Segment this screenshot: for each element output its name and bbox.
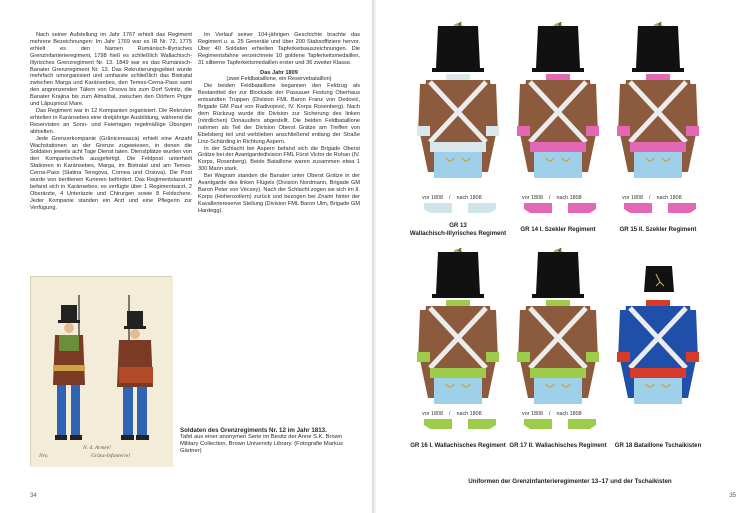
swatch-label-after: nach 1808 (456, 411, 482, 417)
swatch-before-1808 (424, 203, 452, 213)
uniform-label: GR 16 I. Wallachisches Regiment (410, 442, 506, 449)
swatch-label-separator: / (648, 195, 651, 201)
swatch-labels (622, 195, 682, 201)
paragraph: Die beiden Feldbataillone begannen den Feldzug als Bestandteil der zur Blockade der Passauer Festung Oberhaus entsandten Truppen (Division FML Baron Franz von Dedović, Brigade GM Paul von Radivojević, IV. Korps Rosenberg). Nach dem Rückzug wurde die Division zur Sicherung des linken (nördlichen) Donauufers abgestellt. Die beiden Feldbataillone nahmen als Teil der Division Oberst Grätze am Treffen von Ebelsberg teil und verblieben anschließend entlang der Straße Linz-Schärding in Richtung Aspern. (198, 83, 360, 145)
swatch-before-1808 (524, 203, 552, 213)
uniform-figure (616, 22, 700, 192)
swatch-label-after: nach 1808 (556, 411, 582, 417)
uniform-label: GR 14 I. Szekler Regiment (520, 226, 596, 233)
uniform-figure (416, 22, 500, 192)
swatch-label-separator: / (548, 195, 551, 201)
section-title: Das Jahr 1809 (260, 69, 298, 76)
right-page (376, 0, 750, 513)
swatch-label-separator: / (448, 411, 451, 417)
swatch-label-before: vor 1808 (522, 195, 543, 201)
facing-color-swatches (524, 419, 596, 429)
swatch-after-1808 (568, 419, 596, 429)
paragraph: Jede Grenzerkompanie (Grânicereasca) erhielt eine Anzahl Wachstationen an der Grenze zugewiesen, in denen die Soldaten jeweils acht Tage Dienst taten. Dienstplätze wurden von den Kompaniechefs ausgefertigt. Die Feldpost unterhielt Stationen in Karánsebes, Marga, im Bistratal und am Temes-Cerna-Pass (Slatina Teregova, Cornea und Orsova). Die Post wurde von berittenen Kurieren befördert. Das Regimentslazarett befand sich in Karánsebes; es verfügte über 1 Regimentsarzt, 2 Oberärzte, 4 Unterärzte und Chirurgen sowie 8 Feldschere. Jeder Kompanie standen ein Arzt und eine Pflegerin zur Verfügung. (30, 135, 192, 211)
left-page (0, 0, 374, 513)
facing-color-swatches (624, 203, 696, 213)
plate-inscription-3: Nro. (39, 453, 49, 459)
uniform-label: GR 13 (449, 222, 467, 229)
swatch-before-1808 (524, 419, 552, 429)
uniform-figure (616, 248, 700, 418)
swatch-before-1808 (624, 203, 652, 213)
swatch-label-before: vor 1808 (622, 195, 643, 201)
paragraph: Das Regiment war in 12 Kompanien organisiert. Die Rekruten erhielten in Karánsebes eine dreijährige Ausbildung, während die Reservisten an Sonn- und Feiertagen regelmäßige Übungen abhielten. (30, 107, 192, 135)
text-column-2 (198, 32, 360, 215)
swatch-label-before: vor 1808 (522, 411, 543, 417)
swatch-label-before: vor 1808 (422, 195, 443, 201)
uniform-label: GR 15 II. Szekler Regiment (619, 226, 697, 233)
swatch-labels (422, 411, 482, 417)
uniform-figure (516, 22, 600, 192)
facing-color-swatches (424, 419, 496, 429)
soldiers-illustration (31, 277, 173, 467)
uniform-label: GR 18 Bataillone Tschaikisten (614, 442, 702, 449)
facing-color-swatches (524, 203, 596, 213)
swatch-labels (522, 411, 582, 417)
swatch-after-1808 (568, 203, 596, 213)
paragraph: Bei Wagram standen die Banater unter Oberst Grätze in der Avantgarde des linken Flügels (Division Nordmann, Brigade GM Baron Peter von Vécsey). Nach der Schlacht zogen sie sich im II. Korps (Hohenzollern) zurück und bezogen bei Znaim hinter der Kavalleriereserve Stellung (Division FML Baron Ulm, Brigade GM Hardegg). (198, 173, 360, 214)
text-column-1 (30, 32, 192, 212)
uniform-figure (516, 248, 600, 418)
swatch-label-after: nach 1808 (456, 195, 482, 201)
swatch-label-after: nach 1808 (556, 195, 582, 201)
plate-inscription-1: N. 4. Armée! (83, 445, 112, 451)
plate-caption-title: Soldaten des Grenzregiments Nr. 12 im Jahr 1813. (180, 427, 327, 434)
facing-color-swatches (424, 203, 496, 213)
section-subtitle: (zwei Feldbataillone, ein Reservebataillon) (226, 76, 332, 83)
swatch-label-separator: / (448, 195, 451, 201)
page-number-left: 34 (30, 493, 37, 499)
plate-caption (180, 427, 350, 455)
uniform-label: GR 17 II. Wallachisches Regiment (509, 442, 607, 449)
plate-caption-body: Tafel aus einer anonymen Serie im Besitz der Anne S.K. Brown Military Collection, Brown University Library. (Fotografie Markus Gärtner) (180, 434, 343, 454)
uniform-figure (416, 248, 500, 418)
historical-plate-image (30, 276, 172, 466)
swatch-labels (422, 195, 482, 201)
figure-caption: Uniformen der Grenzinfanterieregimenter 13–17 und der Tschaikisten (468, 478, 672, 485)
uniform-label-line-2: Wallachisch-Illyrisches Regiment (409, 230, 507, 237)
swatch-label-separator: / (548, 411, 551, 417)
paragraph: In der Schlacht bei Aspern befand sich die Brigade Oberst Grätze bei der Avantgardedivision FML Fürst Victor de Rohan (IV. Korps, Rosenberg). Beide Bataillone waren zusammen etwa 1 300 Mann stark. (198, 145, 360, 173)
swatch-after-1808 (468, 419, 496, 429)
swatch-label-before: vor 1808 (422, 411, 443, 417)
swatch-label-after: nach 1808 (656, 195, 682, 201)
paragraph: Im Verlauf seiner 104-jährigen Geschichte brachte das Regiment u. a. 25 Generäle und über 200 Stabsoffiziere hervor. Über 40 Soldaten erhielten Tapferkeitsauszeichnungen. Die Regimentsfahne verzeichnete 10 goldene Tapferkeitsmedaillen, 31 silberne Tapferkeitsmedaillen erster und 36 zweiter Klasse. (198, 32, 360, 66)
swatch-labels (522, 195, 582, 201)
swatch-after-1808 (468, 203, 496, 213)
swatch-after-1808 (668, 203, 696, 213)
paragraph: Nach seiner Aufstellung im Jahr 1767 erhielt das Regiment mehrere Bezeichnungen: Im Jahr 1769 war es IR Nr. 72, 1775 erhielt es den Namen Rumänisch-Illyrisches Grenzinfanterieregiment, 1798 hieß es schließlich Wallachisch-Illyrisches Grenzregiment Nr. 13. 1849 war es das Rumänisch-Banater Grenzregiment Nr. 13. Das Rekrutierungsgebiet wurde mehrfach umorganisiert und umfasste schließlich das Bistratal zwischen Marga und Karánsebes, den Temes-Cerna-Pass samt den angrenzenden Tälern von Orsova bis zum Dorf Svinitz, die Banater Krajina bis zum Almaštal, zwischen den Dörfern Prigor und Lăpuşnicul Mare. (30, 32, 192, 108)
page-number-right: 35 (729, 493, 736, 499)
plate-inscription-2: Gränz-Infanterie! (91, 453, 131, 459)
swatch-before-1808 (424, 419, 452, 429)
